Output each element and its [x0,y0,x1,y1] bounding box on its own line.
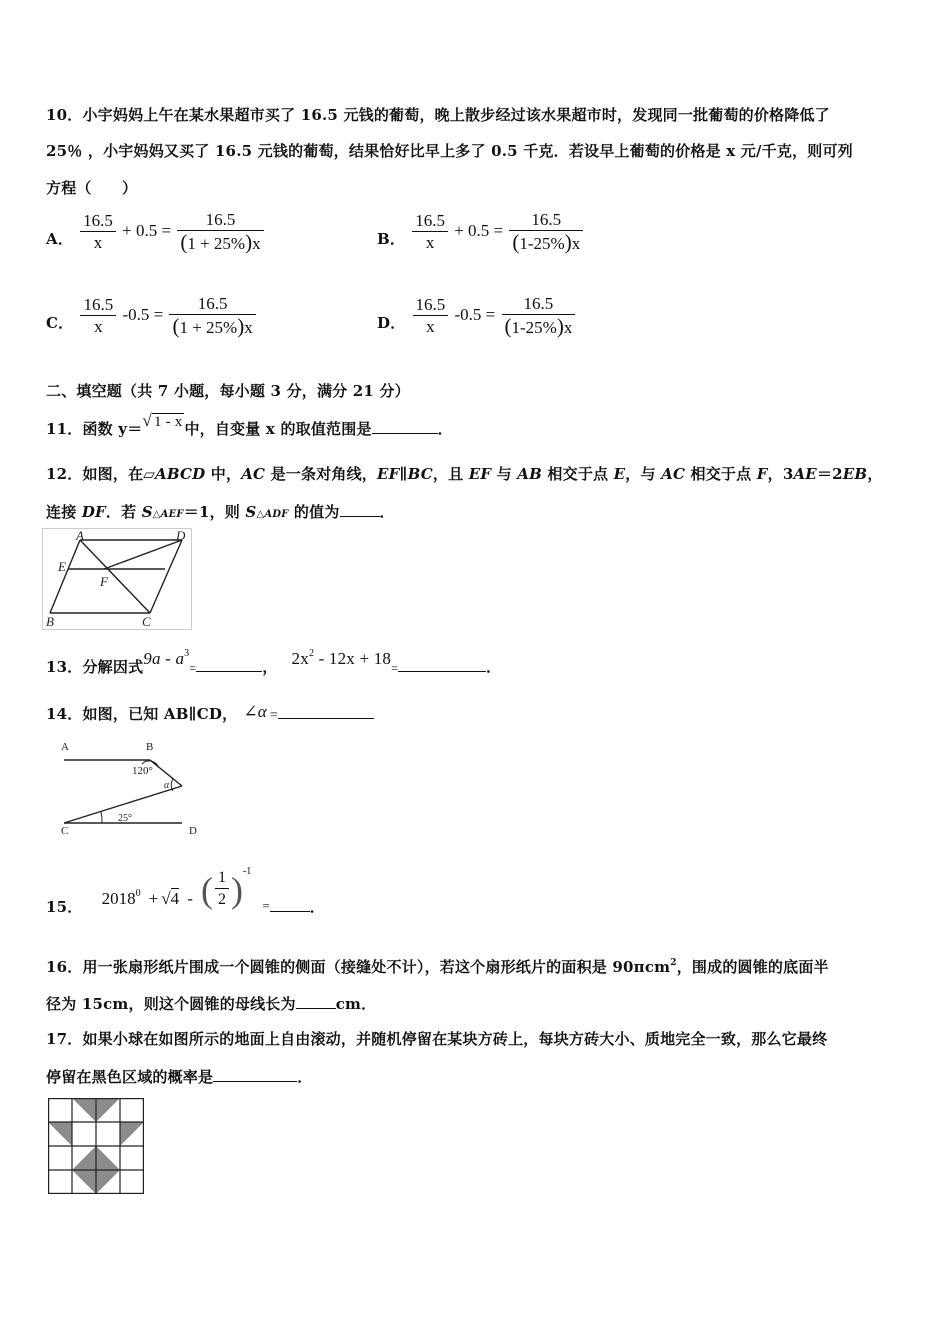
superscript: 2 [670,958,677,968]
text: ， [867,465,883,483]
frac-num: 16.5 [80,211,116,232]
text: AC [661,465,686,483]
period: ． [309,898,325,916]
q12-line1 [46,463,883,484]
tile-grid-figure [48,1098,144,1194]
frac-den: 1 + 25% [179,318,238,337]
label-B: B [146,741,154,753]
frac-num: 16.5 [169,294,255,315]
q10-option-d[interactable]: D． $\frac{16.5}{x}$ -0.5 = $\frac{16.5}{(1-25\%)x}$ [377,294,577,339]
text: AB [517,465,542,483]
text: EB [842,465,868,483]
q13-expr2: - 12x + 18 [314,649,392,668]
frac-num: 16.5 [80,295,116,316]
frac-den: 1-25% [519,234,565,253]
q10-option-c[interactable]: C． $\frac{16.5}{x}$ -0.5 = $\frac{16.5}{(1 + 25\%)x}$ [46,294,258,339]
text: DF [81,503,106,521]
frac-den-x: x [563,318,573,337]
q13-expr2: 2x [291,649,309,668]
alpha-label: α [164,780,170,791]
option-label: D． [377,314,406,333]
frac-den: 1-25% [511,318,557,337]
text: BC [407,465,433,483]
frac-num: 16.5 [412,211,448,232]
text: EF [377,465,400,483]
parallel-lines-figure [56,736,206,840]
frac-den: x [425,233,435,252]
q10-option-b[interactable]: B． $\frac{16.5}{x}$ + 0.5 = $\frac{16.5}{(1-25\%)x}$ [377,210,585,255]
frac-den: x [426,317,435,336]
label-B: B [46,614,54,629]
angle-120-label: 120° [132,765,153,777]
operator: + 0.5 = [122,221,172,241]
text: ＝2 [816,465,843,483]
shaded-triangle [120,1122,144,1146]
frac-den-x: x [244,318,253,337]
equals: = [262,898,270,913]
frac-num: 16.5 [502,294,576,315]
frac-den-x: x [252,234,261,253]
text: S [245,503,257,521]
q11: 11．函数 y＝√ 1 - x 中，自变量 x 的取值范围是 ． [46,411,453,438]
q14 [46,703,374,724]
text: AE [793,465,817,483]
frac-den-x: x [571,234,581,253]
label-D: D [176,528,186,543]
text: E [613,465,626,483]
q13-prefix: 13．分解因式 [46,658,144,676]
q16-line1 [46,956,829,977]
answer-blank[interactable] [340,502,380,517]
operator: -0.5 = [454,305,496,325]
frac-num: 16.5 [509,210,583,231]
label-A: A [76,528,84,543]
angle-symbol: ∠α [243,702,267,721]
text: ．若 [105,503,142,521]
text: 16．用一张扇形纸片围成一个圆锥的侧面（接缝处不计），若这个扇形纸片的面积是 90πcm [46,958,671,976]
shaded-triangle [96,1098,120,1122]
frac-num: 16.5 [413,295,449,316]
shaded-triangle [96,1170,120,1194]
q10-line3: 方程（ ） [46,179,138,197]
q12-line2 [46,501,395,522]
superscript: -1 [242,866,252,877]
text: 相交于点 [542,465,614,483]
answer-blank[interactable] [398,657,486,672]
superscript: 0 [135,888,141,899]
answer-blank[interactable] [296,994,336,1009]
text: 12．如图，在▱ [46,465,156,483]
q13-expr1: 9a - a [143,649,185,668]
subscript: △AEF [152,509,184,520]
superscript: 2 [308,648,315,659]
frac-den: 2 [217,891,226,908]
answer-blank[interactable] [372,419,438,434]
text: 径为 15cm，则这个圆锥的母线长为 [46,995,296,1013]
shaded-triangle [72,1146,96,1170]
q15-prefix: 15． [46,898,83,916]
label-F: F [100,574,108,589]
text: ，且 [432,465,469,483]
shaded-triangle [48,1122,72,1146]
equals: = [391,661,399,675]
subscript: △ADF [256,509,289,520]
text: cm． [335,995,377,1013]
text: 停留在黑色区域的概率是 [46,1068,214,1086]
text: ，围成的圆锥的底面半 [676,958,829,976]
option-label: B． [377,230,406,249]
text: ，与 [625,465,662,483]
q15-base: 2018 [101,889,136,908]
q15: 15． 2018$^0$ + √4 - ( $\frac{1}{2}$ )$^{-1}$ $_=$ ． [46,866,325,916]
q10-line1: 10．小宇妈妈上午在某水果超市买了 16.5 元钱的葡萄，晚上散步经过该水果超市时，发现同一批葡萄的价格降低了 [46,106,830,124]
text: ． [379,503,395,521]
q13 [46,648,502,677]
option-label: C． [46,314,74,333]
section-heading: 二、填空题（共 7 小题，每小题 3 分，满分 21 分） [46,382,410,400]
frac-den: x [94,317,103,336]
q11-radicand: 1 - x [153,414,183,430]
option-label: A． [46,230,74,249]
frac-num: 16.5 [177,210,263,231]
text: S [141,503,153,521]
text: ，3 [767,465,794,483]
q14-prefix: 14．如图，已知 AB∥CD， [46,705,238,723]
comma: ， [262,658,278,676]
label-C: C [61,825,69,837]
answer-blank[interactable] [196,657,262,672]
q17-line2 [46,1066,312,1087]
text: 与 [491,465,518,483]
parallelogram-figure [42,528,192,630]
text: AC [241,465,266,483]
label-D: D [189,825,197,837]
q11-end: ． [437,420,453,438]
operator: -0.5 = [122,305,164,325]
label-A: A [61,741,69,753]
text: F [756,465,768,483]
text: 相交于点 [685,465,757,483]
text: 是一条对角线， [265,465,377,483]
text: 中， [205,465,242,483]
period: ． [486,658,502,676]
text: ABCD [155,465,206,483]
text: 连接 [46,503,82,521]
text: ＝1，则 [183,503,246,521]
angle-25-label: 25° [118,813,132,824]
sqrt-radicand: 4 [170,889,180,908]
q10-line2: 25％ ，小宇妈妈又买了 16.5 元钱的葡萄，结果恰好比早上多了 0.5 千克．若设早上葡萄的价格是 x 元/千克，则可列 [46,142,853,160]
text: 的值为 [288,503,340,521]
plus: + [148,889,159,908]
shaded-triangle [72,1170,96,1194]
q11-prefix: 11．函数 y＝ [46,420,143,438]
superscript: 3 [184,648,190,659]
label-E: E [58,559,66,574]
text: EF [468,465,492,483]
answer-blank[interactable] [270,897,310,912]
frac-den: 1 + 25% [187,234,246,253]
shaded-triangle [96,1146,120,1170]
text: ． [297,1068,313,1086]
equals: = [189,661,197,675]
label-C: C [142,614,151,629]
shaded-triangle [72,1098,96,1122]
answer-blank[interactable] [278,704,374,719]
q11-suffix: 中，自变量 x 的取值范围是 [184,420,372,438]
minus: - [187,889,193,908]
frac-den: x [93,233,103,252]
equals: = [269,708,278,723]
q16-line2 [46,993,376,1014]
q17-line1: 17．如果小球在如图所示的地面上自由滚动，并随机停留在某块方砖上，每块方砖大小、质地完全一致，那么它最终 [46,1030,828,1048]
operator: + 0.5 = [454,221,504,241]
text: ∥ [399,465,408,483]
frac-num: 1 [215,868,229,889]
answer-blank[interactable] [213,1067,297,1082]
q10-option-a[interactable]: A． $\frac{16.5}{x}$ + 0.5 = $\frac{16.5}{(1 + 25\%)x}$ [46,210,266,255]
